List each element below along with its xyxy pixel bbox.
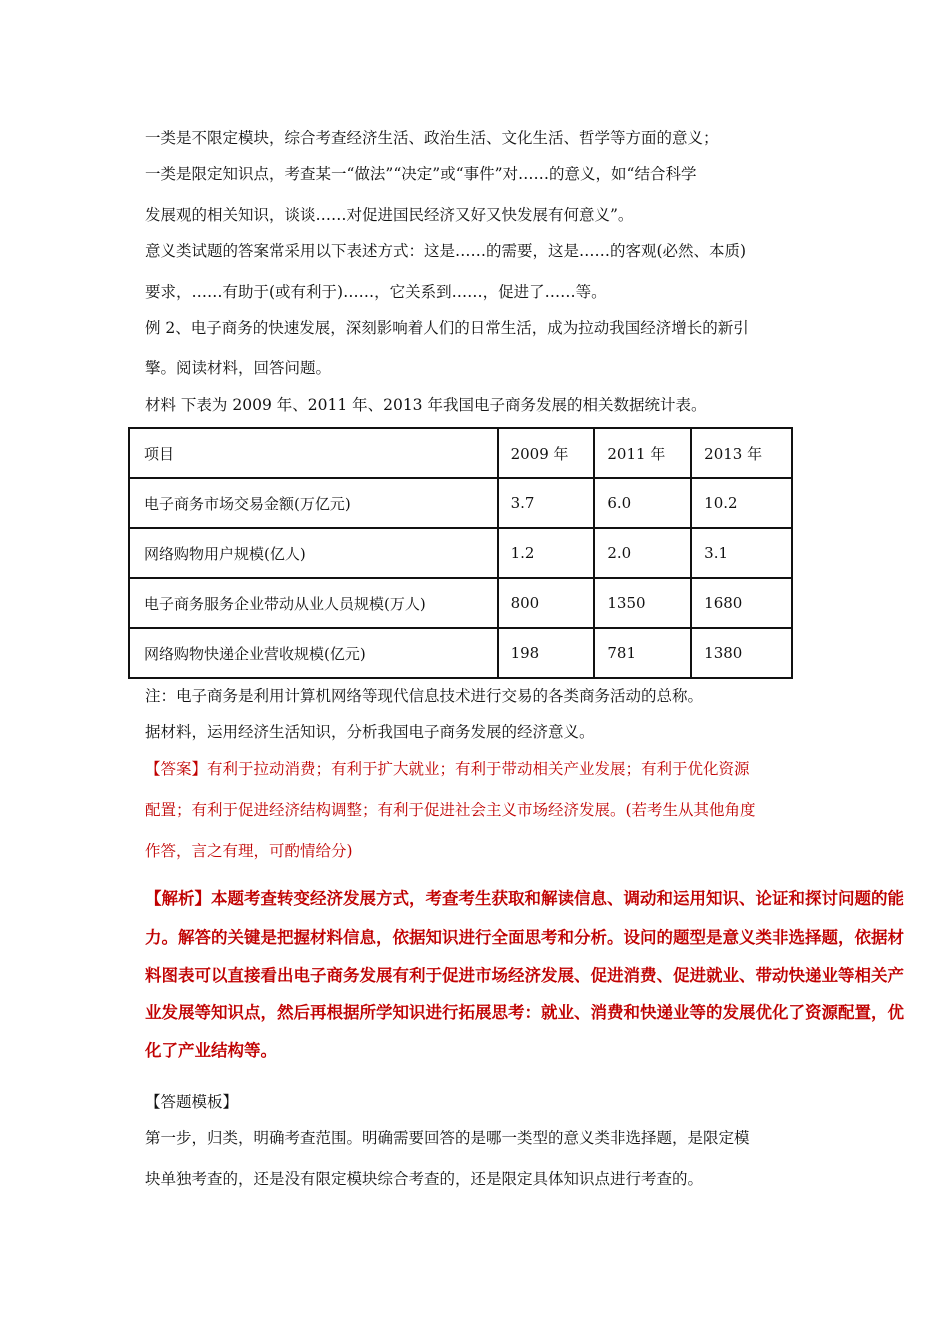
question-text: 据材料，运用经济生活知识，分析我国电子商务发展的经济意义。	[145, 723, 595, 741]
table-cell: 1380	[691, 628, 792, 678]
table-header-cell: 2009 年	[498, 428, 595, 478]
table-cell: 网络购物用户规模(亿人)	[129, 528, 498, 578]
analysis-line-2: 力。解答的关键是把握材料信息，依据知识进行全面思考和分析。设问的题型是意义类非选择题，依据材	[145, 928, 904, 947]
table-cell: 电子商务市场交易金额(万亿元)	[129, 478, 498, 528]
statistics-table	[128, 427, 793, 679]
table-row	[129, 628, 792, 678]
table-note: 注：电子商务是利用计算机网络等现代信息技术进行交易的各类商务活动的总称。	[145, 687, 704, 705]
paragraph-2-line-1: 一类是限定知识点，考查某一“做法”“决定”或“事件”对……的意义，如“结合科学	[145, 165, 697, 183]
answer-line-2: 配置；有利于促进经济结构调整；有利于促进社会主义市场经济发展。(若考生从其他角度	[145, 801, 756, 819]
table-cell: 10.2	[691, 478, 792, 528]
table-cell: 1.2	[498, 528, 595, 578]
table-header-cell: 项目	[129, 428, 498, 478]
table-cell: 781	[594, 628, 691, 678]
table-cell: 3.1	[691, 528, 792, 578]
paragraph-2-line-2: 发展观的相关知识，谈谈……对促进国民经济又好又快发展有何意义”。	[145, 206, 634, 224]
table-header-cell: 2013 年	[691, 428, 792, 478]
example-2-line-2: 擎。阅读材料，回答问题。	[145, 359, 332, 377]
table-cell: 1350	[594, 578, 691, 628]
material-caption: 材料 下表为 2009 年、2011 年、2013 年我国电子商务发展的相关数据统计表。	[145, 396, 707, 414]
analysis-line-5: 化了产业结构等。	[145, 1041, 277, 1060]
example-2-line-1: 例 2、电子商务的快速发展，深刻影响着人们的日常生活，成为拉动我国经济增长的新引	[145, 319, 749, 337]
table-row	[129, 528, 792, 578]
table-cell: 电子商务服务企业带动从业人员规模(万人)	[129, 578, 498, 628]
table-header-row	[129, 428, 792, 478]
table-cell: 6.0	[594, 478, 691, 528]
table-cell: 1680	[691, 578, 792, 628]
template-line-1: 第一步，归类，明确考查范围。明确需要回答的是哪一类型的意义类非选择题，是限定模	[145, 1129, 750, 1147]
table-cell: 2.0	[594, 528, 691, 578]
table-header-cell: 2011 年	[594, 428, 691, 478]
analysis-line-4: 业发展等知识点，然后再根据所学知识进行拓展思考：就业、消费和快递业等的发展优化了资源配置，优	[145, 1003, 904, 1022]
table-row	[129, 578, 792, 628]
table-row	[129, 478, 792, 528]
template-heading: 【答题模板】	[145, 1093, 239, 1111]
table-cell: 3.7	[498, 478, 595, 528]
analysis-line-3: 料图表可以直接看出电子商务发展有利于促进市场经济发展、促进消费、促进就业、带动快递业等相关产	[145, 966, 904, 985]
answer-line-3: 作答，言之有理，可酌情给分)	[145, 842, 353, 860]
table-cell: 800	[498, 578, 595, 628]
answer-line-1: 【答案】有利于拉动消费；有利于扩大就业；有利于带动相关产业发展；有利于优化资源	[145, 760, 750, 778]
paragraph-3-line-2: 要求，……有助于(或有利于)……，它关系到……，促进了……等。	[145, 283, 607, 301]
template-line-2: 块单独考查的，还是没有限定模块综合考查的，还是限定具体知识点进行考查的。	[145, 1170, 704, 1188]
table-cell: 198	[498, 628, 595, 678]
paragraph-3-line-1: 意义类试题的答案常采用以下表述方式：这是……的需要，这是……的客观(必然、本质)	[145, 242, 747, 260]
table-cell: 网络购物快递企业营收规模(亿元)	[129, 628, 498, 678]
paragraph-1: 一类是不限定模块，综合考查经济生活、政治生活、文化生活、哲学等方面的意义；	[145, 129, 719, 147]
analysis-line-1: 【解析】本题考查转变经济发展方式，考查考生获取和解读信息、调动和运用知识、论证和探讨问题的能	[145, 889, 904, 908]
